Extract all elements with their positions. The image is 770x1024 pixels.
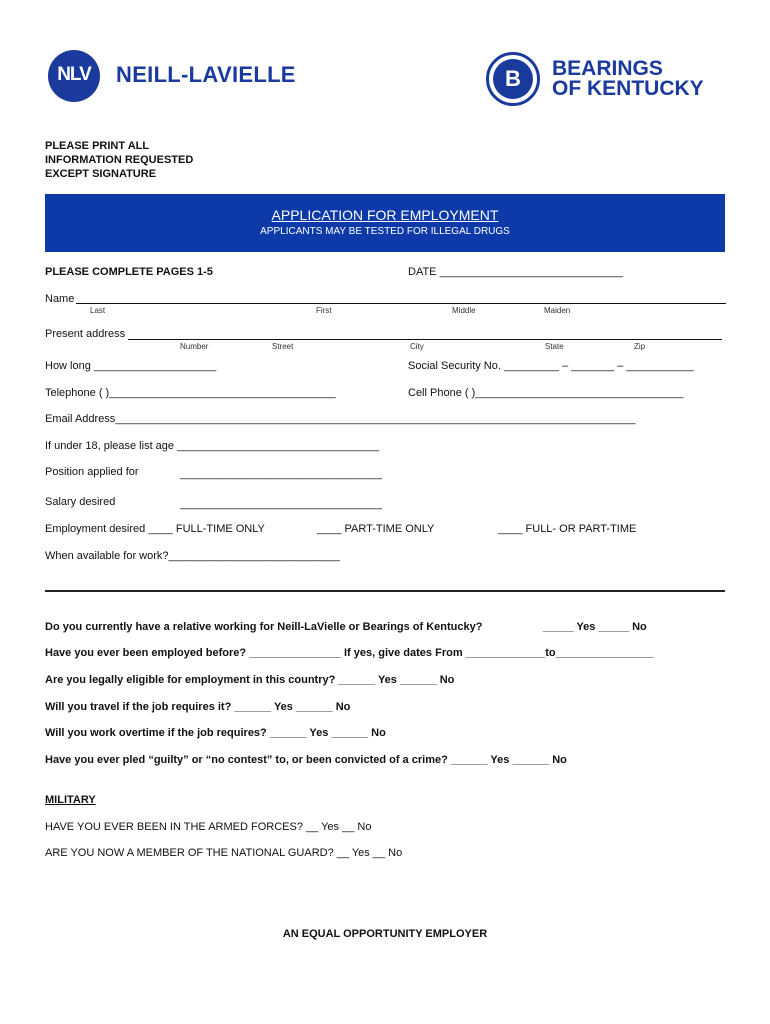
salary-label: Salary desired [45,496,116,508]
national-guard-question[interactable]: ARE YOU NOW A MEMBER OF THE NATIONAL GUARD? __ Yes __ No [45,847,403,859]
address-sub-number: Number [180,342,209,351]
available-field[interactable]: When available for work?____________________________ [45,550,340,562]
nlv-mark-text: NLV [57,64,91,85]
address-sub-street: Street [272,342,294,351]
relative-question: Do you currently have a relative working for Neill-LaVielle or Bearings of Kentucky? [45,621,483,633]
crime-question[interactable]: Have you ever pled “guilty” or “no contest” to, or been convicted of a crime? ______ Yes ______ No [45,754,567,766]
ssn-field[interactable]: Social Security No. _________ – _______ – ___________ [408,360,694,372]
name-sub-middle: Middle [452,306,476,315]
full-or-part-option[interactable]: ____ FULL- OR PART-TIME [498,523,637,535]
email-field[interactable]: Email Address_____________________________________________________________________________________ [45,413,636,425]
instruction-line-1: PLEASE PRINT ALL [45,140,150,152]
bok-line2: OF KENTUCKY [552,77,704,100]
legally-eligible-question[interactable]: Are you legally eligible for employment in this country? ______ Yes ______ No [45,674,455,686]
travel-question[interactable]: Will you travel if the job requires it? ______ Yes ______ No [45,701,351,713]
banner-subtitle: APPLICANTS MAY BE TESTED FOR ILLEGAL DRUGS [260,226,510,237]
telephone-field[interactable]: Telephone ( )_____________________________________ [45,387,336,399]
address-sub-city: City [410,342,424,351]
name-line[interactable] [76,303,726,304]
part-time-option[interactable]: ____ PART-TIME ONLY [317,523,435,535]
instruction-line-2: INFORMATION REQUESTED [45,154,194,166]
name-label: Name [45,293,75,305]
position-label: Position applied for [45,466,139,478]
application-banner [45,194,725,252]
complete-pages-note: PLEASE COMPLETE PAGES 1-5 [45,266,213,278]
name-sub-maiden: Maiden [544,306,571,315]
instruction-line-3: EXCEPT SIGNATURE [45,168,157,180]
address-sub-state: State [545,342,564,351]
how-long-field[interactable]: How long ____________________ [45,360,217,372]
bok-mark-text: B [505,66,521,91]
bok-line1: BEARINGS [552,57,663,80]
military-heading: MILITARY [45,794,96,806]
under-18-field[interactable]: If under 18, please list age _________________________________ [45,440,379,452]
employed-before-question[interactable]: Have you ever been employed before? _______________ If yes, give dates From _____________to________________ [45,647,654,659]
armed-forces-question[interactable]: HAVE YOU EVER BEEN IN THE ARMED FORCES? __ Yes __ No [45,821,372,833]
date-field[interactable]: DATE ______________________________ [408,266,624,278]
equal-opportunity-footer: AN EQUAL OPPORTUNITY EMPLOYER [282,928,488,940]
overtime-question[interactable]: Will you work overtime if the job requires? ______ Yes ______ No [45,727,386,739]
cell-phone-field[interactable]: Cell Phone ( )__________________________________ [408,387,684,399]
nlv-name: NEILL-LAVIELLE [116,62,296,87]
position-field[interactable]: _________________________________ [180,468,382,480]
banner-title: APPLICATION FOR EMPLOYMENT [271,207,499,223]
name-sub-first: First [316,306,332,315]
address-line[interactable] [128,339,722,340]
salary-field[interactable]: _________________________________ [180,498,382,510]
address-sub-zip: Zip [634,342,646,351]
full-time-option[interactable]: Employment desired ____ FULL-TIME ONLY [45,523,265,535]
relative-answer[interactable]: _____ Yes _____ No [543,621,647,633]
address-label: Present address [45,328,126,340]
section-divider [45,590,725,592]
name-sub-last: Last [90,306,106,315]
